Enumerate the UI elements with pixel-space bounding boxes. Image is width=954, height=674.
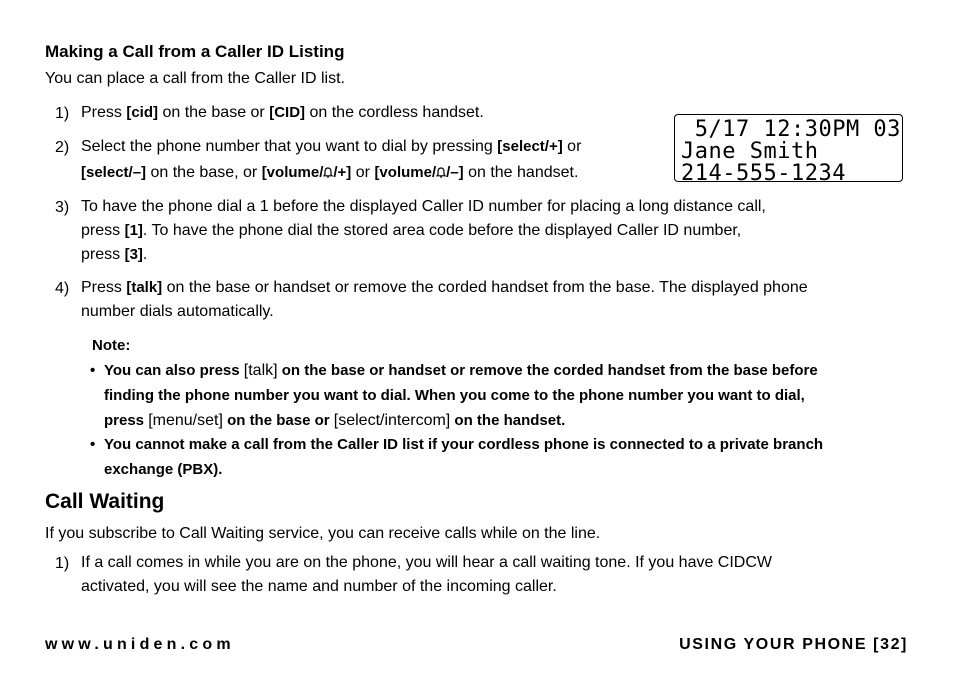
- note-title: Note:: [92, 337, 131, 354]
- step-number: 1): [55, 555, 70, 572]
- note-text: on the handset.: [450, 412, 566, 429]
- bullet: •: [90, 436, 96, 453]
- step-text: To have the phone dial a 1 before the displayed Caller ID number for placing a long distance call,: [81, 198, 766, 215]
- note-bullet-2: [90, 432, 904, 482]
- step-2-text: [81, 135, 671, 185]
- bell-icon: [436, 167, 446, 178]
- note-text: You cannot make a call from the Caller ID list if your cordless phone is connected to a private branch: [104, 436, 824, 453]
- step-1-text: [81, 101, 484, 125]
- call-waiting-intro: If you subscribe to Call Waiting service, you can receive calls while on the line.: [45, 525, 601, 542]
- step-3-text: [81, 195, 921, 267]
- bell-icon: [323, 167, 333, 178]
- key-select-intercom: [select/intercom]: [333, 412, 451, 429]
- call-waiting-step-1: [81, 551, 921, 599]
- section-intro: You can place a call from the Caller ID list.: [45, 70, 345, 87]
- section-heading: Making a Call from a Caller ID Listing: [45, 42, 345, 61]
- step-number: 3): [55, 199, 70, 216]
- key-cid: [cid]: [126, 104, 159, 121]
- step-text: Select the phone number that you want to dial by pressing: [81, 138, 498, 155]
- key-1: [1]: [124, 222, 143, 239]
- call-waiting-heading: Call Waiting: [45, 490, 165, 513]
- step-text: .: [142, 246, 148, 263]
- key-talk: [talk]: [243, 362, 278, 379]
- key-select-plus: [select/+]: [497, 138, 563, 155]
- key-talk: [talk]: [126, 279, 163, 296]
- step-text: If a call comes in while you are on the phone, you will hear a call waiting tone. If you have CIDCW: [81, 554, 773, 571]
- footer-website: www.uniden.com: [45, 636, 235, 653]
- lcd-number-line: 214-555-1234: [681, 161, 846, 186]
- note-text: on the base or handset or remove the corded handset from the base before: [277, 362, 818, 379]
- step-text: press: [81, 246, 125, 263]
- step-text: on the base or: [158, 104, 270, 121]
- caller-id-lcd-display: [674, 114, 903, 186]
- key-volume-minus: /–]: [446, 164, 464, 181]
- bullet: •: [90, 362, 96, 379]
- step-number: 4): [55, 280, 70, 297]
- note-text: press: [104, 412, 149, 429]
- step-text: number dials automatically.: [81, 303, 274, 320]
- key-select-minus: [select/–]: [81, 164, 147, 181]
- key-menu-set: [menu/set]: [148, 412, 223, 429]
- note-text: exchange (PBX).: [104, 461, 223, 478]
- step-text: or: [562, 138, 582, 155]
- step-number: 1): [55, 105, 70, 122]
- note-text: You can also press: [104, 362, 244, 379]
- key-volume: [volume/: [374, 164, 437, 181]
- step-text: on the base, or: [146, 164, 262, 181]
- lcd-date-time-line: 5/17 12:30PM 03: [681, 117, 901, 142]
- step-text: Press: [81, 279, 127, 296]
- note-text: finding the phone number you want to dial. When you come to the phone number you want to dial,: [104, 387, 805, 404]
- step-number: 2): [55, 139, 70, 156]
- step-4-text: [81, 276, 921, 324]
- key-volume: [volume/: [261, 164, 324, 181]
- note-text: on the base or: [222, 412, 334, 429]
- step-text: . To have the phone dial the stored area code before the displayed Caller ID number,: [142, 222, 742, 239]
- step-text: on the handset.: [463, 164, 579, 181]
- lcd-name-line: Jane Smith: [681, 139, 819, 164]
- step-text: activated, you will see the name and number of the incoming caller.: [81, 578, 557, 595]
- key-3: [3]: [124, 246, 143, 263]
- footer-section-page: USING YOUR PHONE [32]: [679, 636, 908, 653]
- step-text: press: [81, 222, 125, 239]
- key-CID: [CID]: [269, 104, 306, 121]
- key-volume-plus: /+]: [333, 164, 352, 181]
- step-text: on the cordless handset.: [305, 104, 484, 121]
- step-text: on the base or handset or remove the corded handset from the base. The displayed phone: [162, 279, 808, 296]
- step-text: or: [351, 164, 375, 181]
- note-bullet-1: [90, 358, 904, 433]
- step-text: Press: [81, 104, 127, 121]
